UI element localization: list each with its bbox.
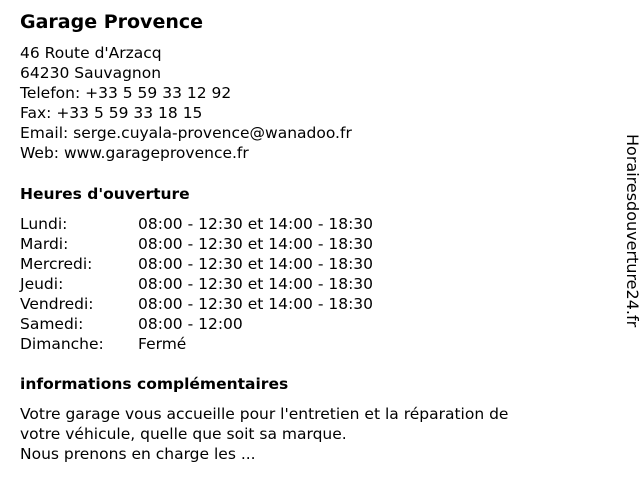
phone-number: Telefon: +33 5 59 33 12 92 xyxy=(20,84,232,102)
time-value: 08:00 - 12:30 et 14:00 - 18:30 xyxy=(138,295,374,313)
time-value: 08:00 - 12:00 xyxy=(138,315,243,333)
info-line-3: Nous prenons en charge les ... xyxy=(20,445,256,463)
address-line-1: 46 Route d'Arzacq xyxy=(20,44,162,62)
time-value: 08:00 - 12:30 et 14:00 - 18:30 xyxy=(138,215,374,233)
day-label: Jeudi: xyxy=(20,275,64,293)
hours-row-monday xyxy=(20,214,373,234)
hours-heading: Heures d'ouverture xyxy=(20,185,190,203)
day-label: Vendredi: xyxy=(20,295,94,313)
hours-row-tuesday xyxy=(20,234,373,254)
time-value: 08:00 - 12:30 et 14:00 - 18:30 xyxy=(138,235,374,253)
address-line-2: 64230 Sauvagnon xyxy=(20,64,162,82)
info-line-2: votre véhicule, quelle que soit sa marque. xyxy=(20,425,347,443)
time-value: 08:00 - 12:30 et 14:00 - 18:30 xyxy=(138,255,374,273)
hours-row-sunday xyxy=(20,334,373,354)
contact-block xyxy=(20,43,352,163)
day-label: Mardi: xyxy=(20,235,69,253)
day-label: Mercredi: xyxy=(20,255,93,273)
time-value: 08:00 - 12:30 et 14:00 - 18:30 xyxy=(138,275,374,293)
day-label: Lundi: xyxy=(20,215,68,233)
fax-number: Fax: +33 5 59 33 18 15 xyxy=(20,104,203,122)
hours-row-friday xyxy=(20,294,373,314)
hours-table xyxy=(20,214,373,354)
business-name: Garage Provence xyxy=(20,11,204,33)
email-address: Email: serge.cuyala-provence@wanadoo.fr xyxy=(20,124,352,142)
hours-row-thursday xyxy=(20,274,373,294)
info-line-1: Votre garage vous accueille pour l'entretien et la réparation de xyxy=(20,405,509,423)
side-brand-text: Horairesdouverture24.fr xyxy=(623,134,642,328)
website-url: Web: www.garageprovence.fr xyxy=(20,144,249,162)
hours-row-saturday xyxy=(20,314,373,334)
day-label: Samedi: xyxy=(20,315,84,333)
info-description xyxy=(20,404,580,464)
time-value: Fermé xyxy=(138,335,187,353)
hours-row-wednesday xyxy=(20,254,373,274)
day-label: Dimanche: xyxy=(20,335,104,353)
info-heading: informations complémentaires xyxy=(20,375,289,393)
